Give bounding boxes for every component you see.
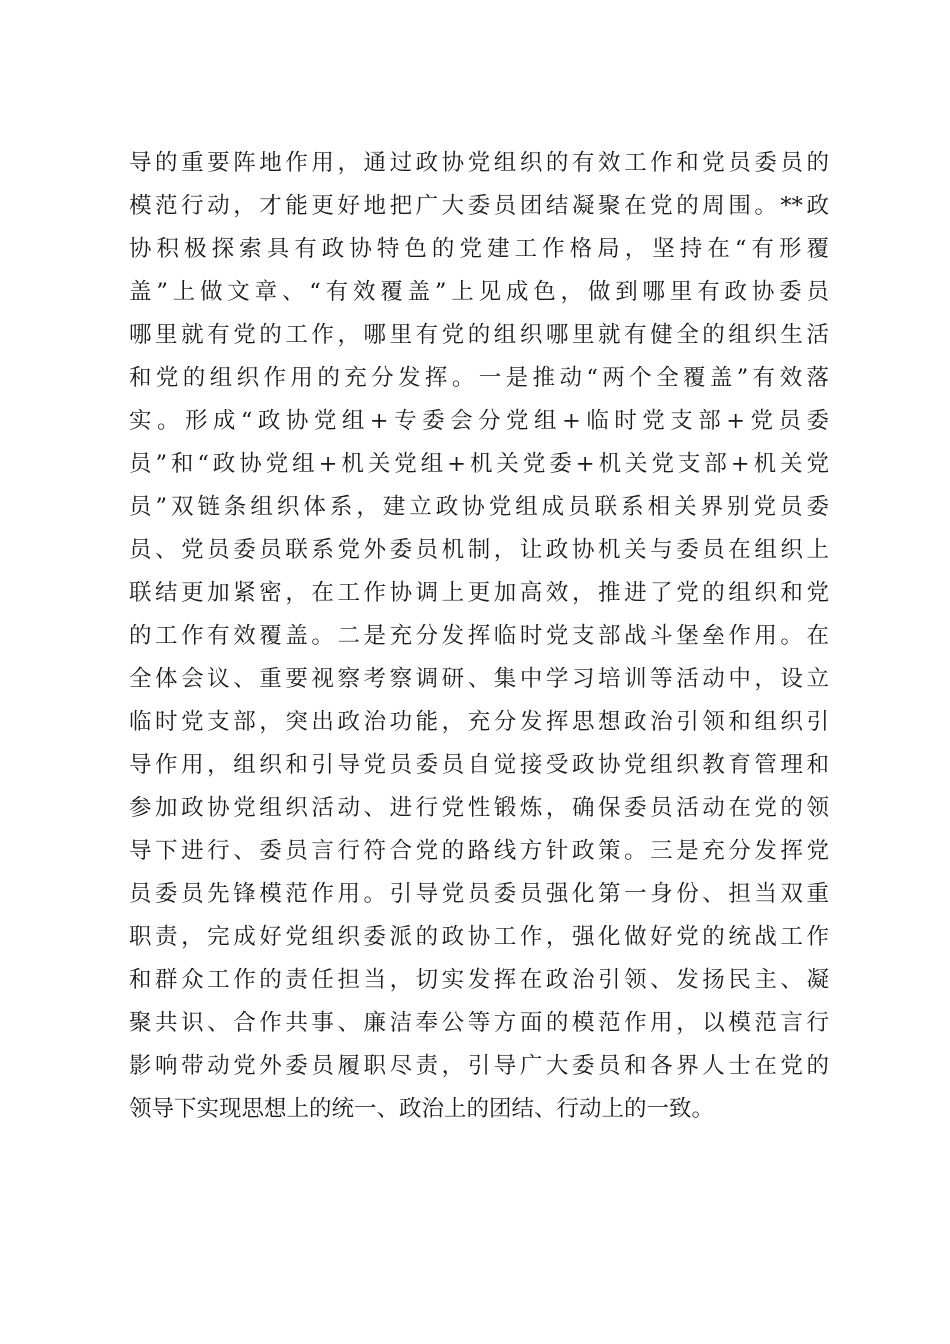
text-line: 导作用，组织和引导党员委员自觉接受政协党组织教育管理和 [129, 752, 829, 778]
text-line: 影响带动党外委员履职尽责，引导广大委员和各界人士在党的 [129, 1053, 829, 1079]
text-line: 的工作有效覆盖。二是充分发挥临时党支部战斗堡垒作用。在 [129, 623, 829, 649]
text-line: 哪里就有党的工作，哪里有党的组织哪里就有健全的组织生活 [129, 322, 829, 348]
text-line: 聚共识、合作共事、廉洁奉公等方面的模范作用，以模范言行 [129, 1010, 829, 1036]
text-line: 员、党员委员联系党外委员机制，让政协机关与委员在组织上 [129, 537, 829, 563]
text-line: 临时党支部，突出政治功能，充分发挥思想政治引领和组织引 [129, 709, 829, 735]
text-line: 联结更加紧密，在工作协调上更加高效，推进了党的组织和党 [129, 580, 829, 606]
text-line: 员”双链条组织体系，建立政协党组成员联系相关界别党员委 [129, 494, 829, 520]
text-line: 实。形成“政协党组+专委会分党组+临时党支部+党员委 [129, 408, 829, 434]
text-line: 职责，完成好党组织委派的政协工作，强化做好党的统战工作 [129, 924, 829, 950]
text-line: 导的重要阵地作用，通过政协党组织的有效工作和党员委员的 [129, 150, 829, 176]
text-line: 导下进行、委员言行符合党的路线方针政策。三是充分发挥党 [129, 838, 829, 864]
text-line: 员委员先锋模范作用。引导党员委员强化第一身份、担当双重 [129, 881, 829, 907]
text-line: 全体会议、重要视察考察调研、集中学习培训等活动中，设立 [129, 666, 829, 692]
body-paragraph [129, 142, 829, 1131]
text-line: 协积极探索具有政协特色的党建工作格局，坚持在“有形覆 [129, 236, 829, 262]
text-line: 和党的组织作用的充分发挥。一是推动“两个全覆盖”有效落 [129, 365, 829, 391]
text-line: 和群众工作的责任担当，切实发挥在政治引领、发扬民主、凝 [129, 967, 829, 993]
text-line: 盖”上做文章、“有效覆盖”上见成色，做到哪里有政协委员 [129, 279, 829, 305]
text-line: 领导下实现思想上的统一、政治上的团结、行动上的一致。 [129, 1096, 715, 1122]
text-line: 参加政协党组织活动、进行党性锻炼，确保委员活动在党的领 [129, 795, 829, 821]
text-line: 员”和“政协党组+机关党组+机关党委+机关党支部+机关党 [129, 451, 829, 477]
text-line: 模范行动，才能更好地把广大委员团结凝聚在党的周围。**政 [129, 193, 829, 219]
